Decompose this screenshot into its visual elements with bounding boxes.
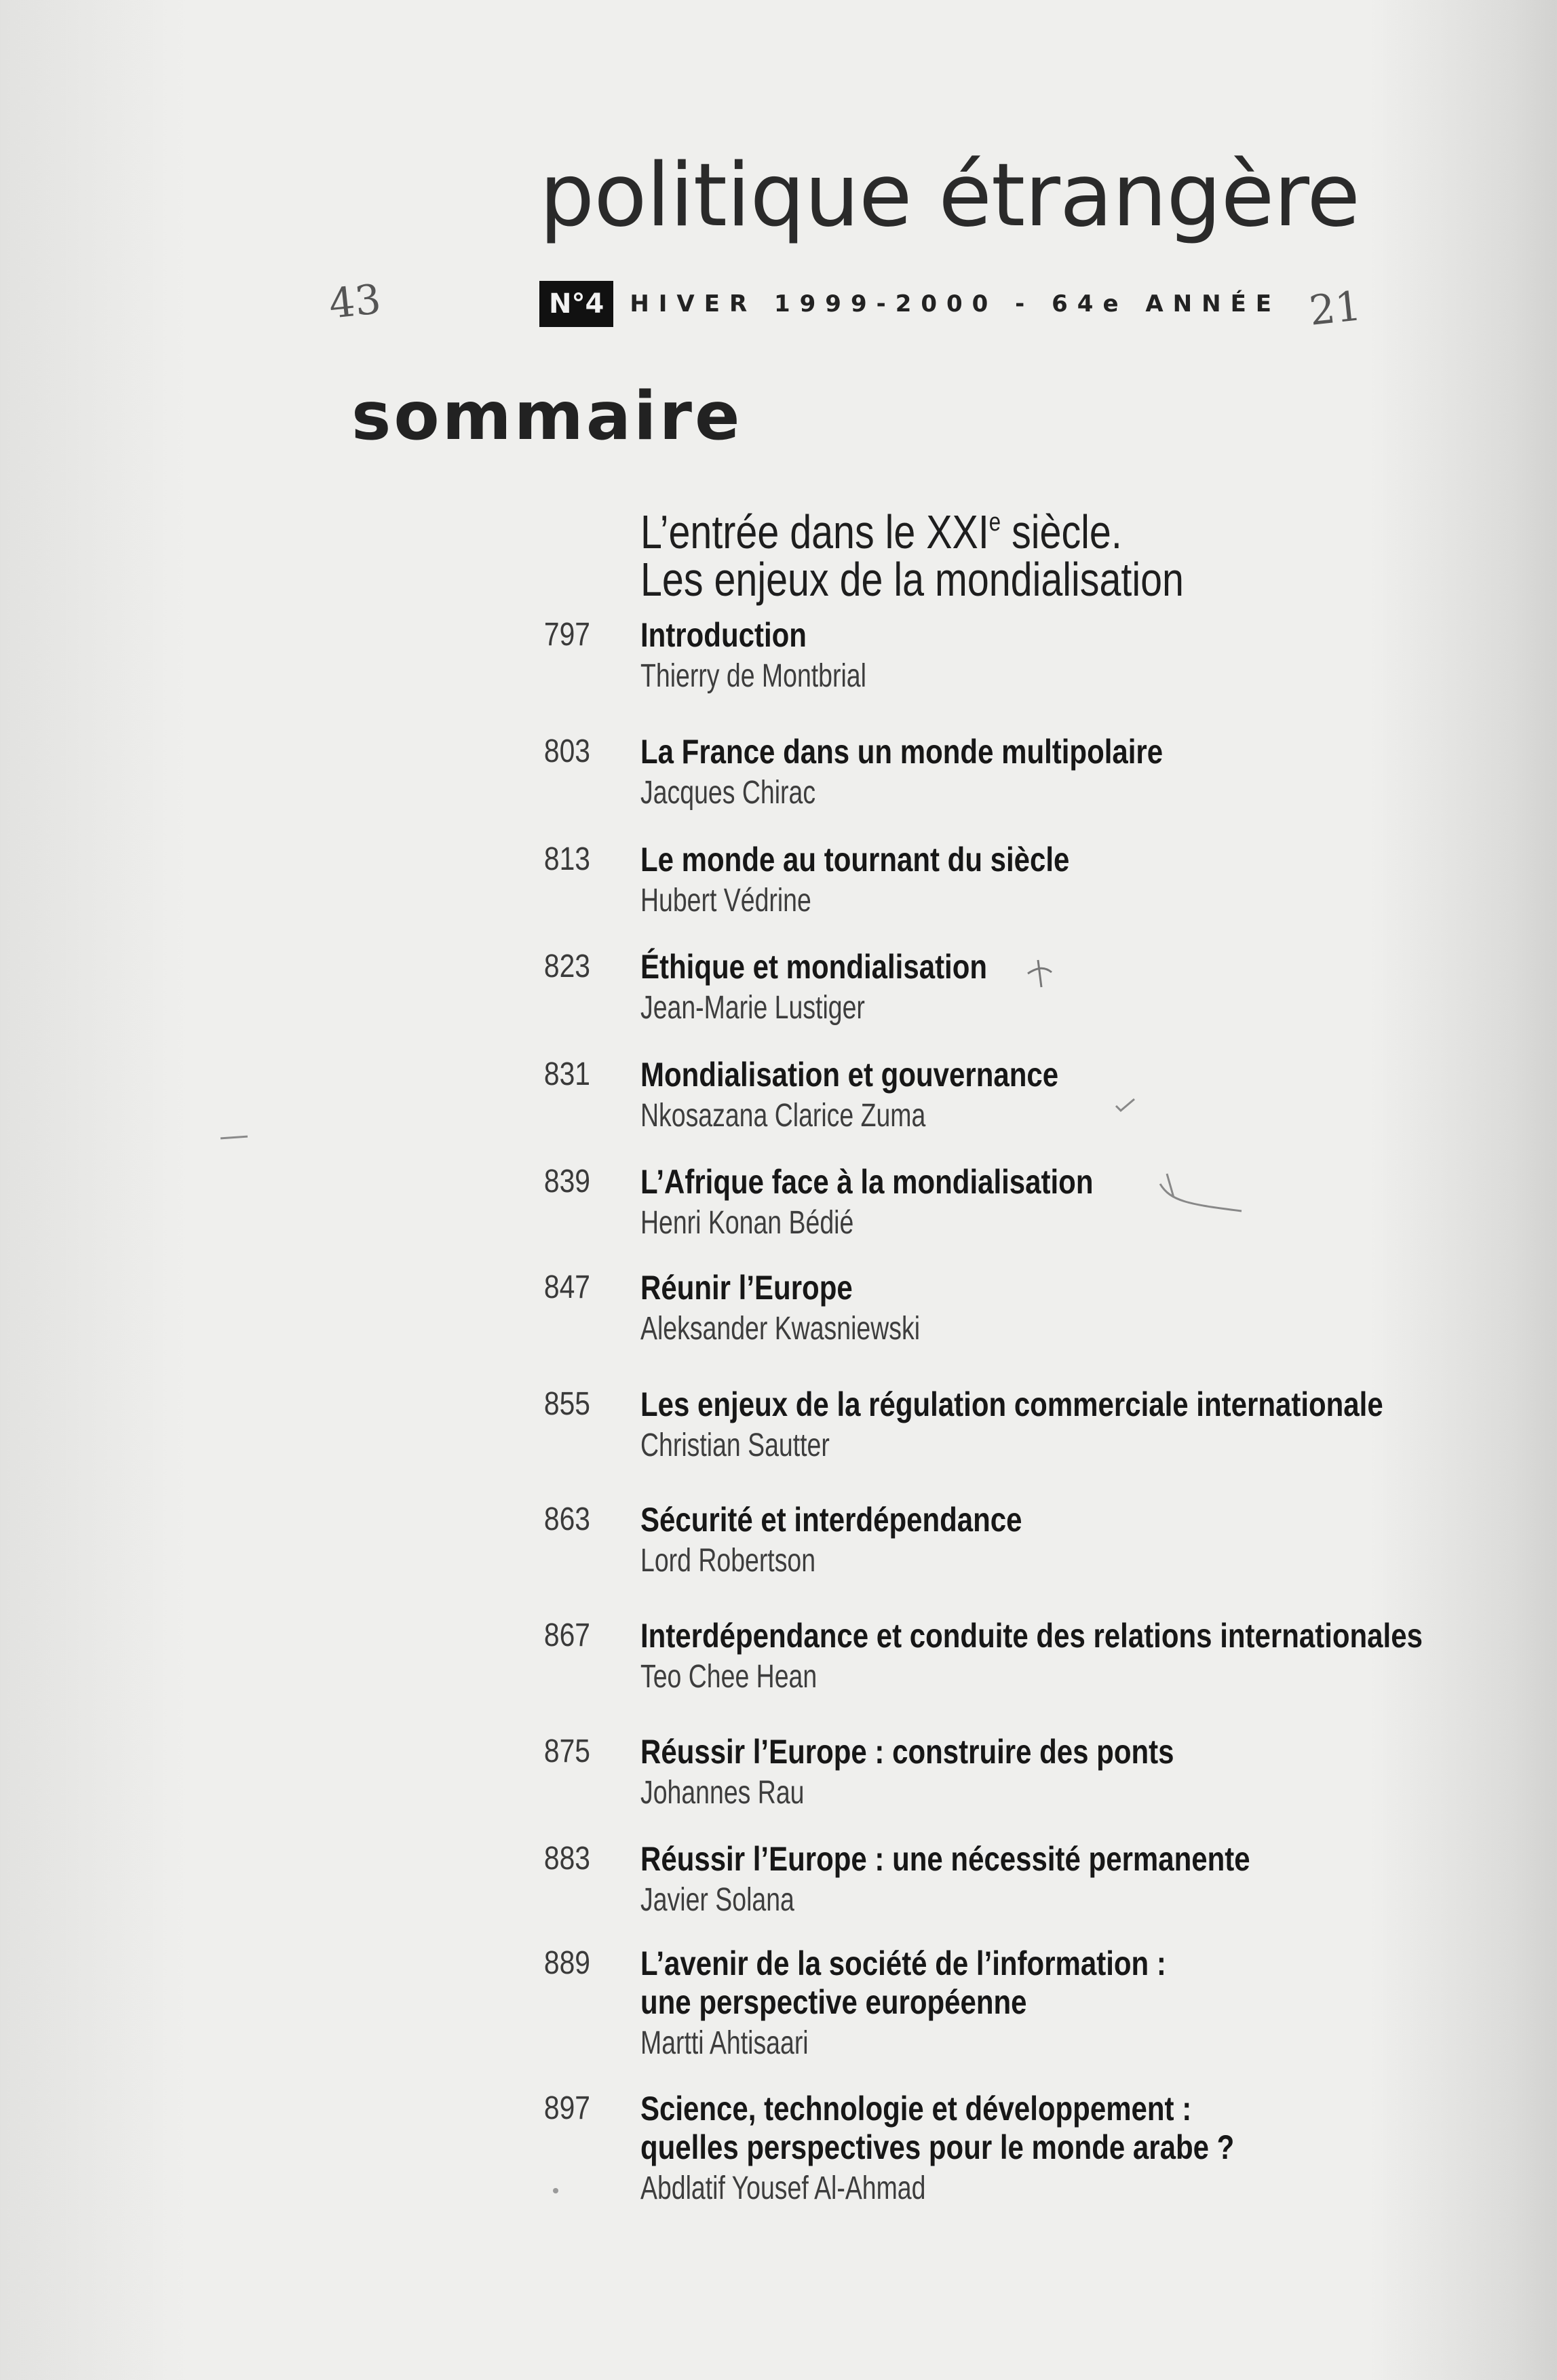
article-title: Interdépendance et conduite des relations internationales [640, 1617, 1423, 1655]
article-author: Christian Sautter [640, 1427, 830, 1463]
article-author: Aleksander Kwasniewski [640, 1311, 921, 1347]
article-title: Les enjeux de la régulation commerciale internationale [640, 1385, 1383, 1423]
article-author: Hubert Védrine [640, 883, 811, 919]
page-number: 855 [543, 1386, 590, 1422]
article-title: Éthique et mondialisation [640, 948, 988, 986]
section-subtitle: Les enjeux de la mondialisation [640, 553, 1184, 606]
page-number: 847 [543, 1269, 590, 1305]
handwritten-note-right: 21 [1307, 282, 1364, 335]
section-title-part: siècle. [1001, 505, 1122, 558]
article-title-continued: une perspective européenne [640, 1983, 1027, 2021]
page-number: 889 [543, 1945, 590, 1981]
page-number: 875 [543, 1733, 590, 1769]
page-number: 897 [543, 2090, 590, 2126]
article-author: Thierry de Montbrial [640, 658, 866, 694]
article-title: Mondialisation et gouvernance [640, 1056, 1059, 1094]
article-author: Nkosazana Clarice Zuma [640, 1098, 926, 1134]
section-title-part: L’entrée dans le XXI [640, 505, 989, 558]
article-title: Science, technologie et développement : [640, 2090, 1192, 2128]
article-title: L’avenir de la société de l’information : [640, 1944, 1166, 1982]
article-author: Johannes Rau [640, 1775, 805, 1811]
article-author: Javier Solana [640, 1882, 794, 1918]
article-title: Réussir l’Europe : une nécessité permanente [640, 1840, 1250, 1878]
page-number: 883 [543, 1841, 590, 1877]
article-author: Abdlatif Yousef Al-Ahmad [640, 2170, 926, 2206]
article-title: Introduction [640, 616, 807, 654]
pencil-mark-icon [1021, 953, 1069, 994]
article-title: Réunir l’Europe [640, 1269, 853, 1307]
article-title: Sécurité et interdépendance [640, 1501, 1022, 1539]
article-title: La France dans un monde multipolaire [640, 733, 1164, 771]
page-number: 831 [543, 1056, 590, 1092]
article-author: Jacques Chirac [640, 775, 816, 811]
article-author: Teo Chee Hean [640, 1659, 818, 1695]
article-title: L’Afrique face à la mondialisation [640, 1163, 1094, 1201]
page-number: 867 [543, 1617, 590, 1653]
article-title: Réussir l’Europe : construire des ponts [640, 1733, 1174, 1771]
pencil-mark-icon [1153, 1170, 1248, 1218]
article-title: Le monde au tournant du siècle [640, 841, 1070, 879]
page-number: 803 [543, 733, 590, 769]
page-number: 863 [543, 1501, 590, 1537]
handwritten-note-left: 43 [326, 275, 383, 328]
sommaire-title: sommaire [351, 378, 743, 455]
divider [220, 1136, 248, 1140]
article-author: Henri Konan Bédié [640, 1205, 854, 1241]
page-number: 823 [543, 948, 590, 984]
article-author: Martti Ahtisaari [640, 2025, 809, 2061]
journal-title: politique étrangère [539, 145, 1360, 246]
article-author: Jean-Marie Lustiger [640, 990, 865, 1026]
issue-number-badge: N°4 [539, 281, 613, 327]
dot-mark [553, 2188, 558, 2193]
page-number: 839 [543, 1164, 590, 1199]
article-title-continued: quelles perspectives pour le monde arabe ? [640, 2128, 1235, 2166]
issue-line [539, 280, 1281, 328]
checkmark-icon [1113, 1096, 1140, 1116]
section-title [640, 499, 1308, 606]
page-number: 813 [543, 841, 590, 877]
page-number: 797 [543, 617, 590, 653]
section-title-superscript: e [988, 508, 1001, 537]
article-author: Lord Robertson [640, 1543, 816, 1579]
issue-date: HIVER 1999-2000 - 64e ANNÉE [630, 290, 1282, 318]
